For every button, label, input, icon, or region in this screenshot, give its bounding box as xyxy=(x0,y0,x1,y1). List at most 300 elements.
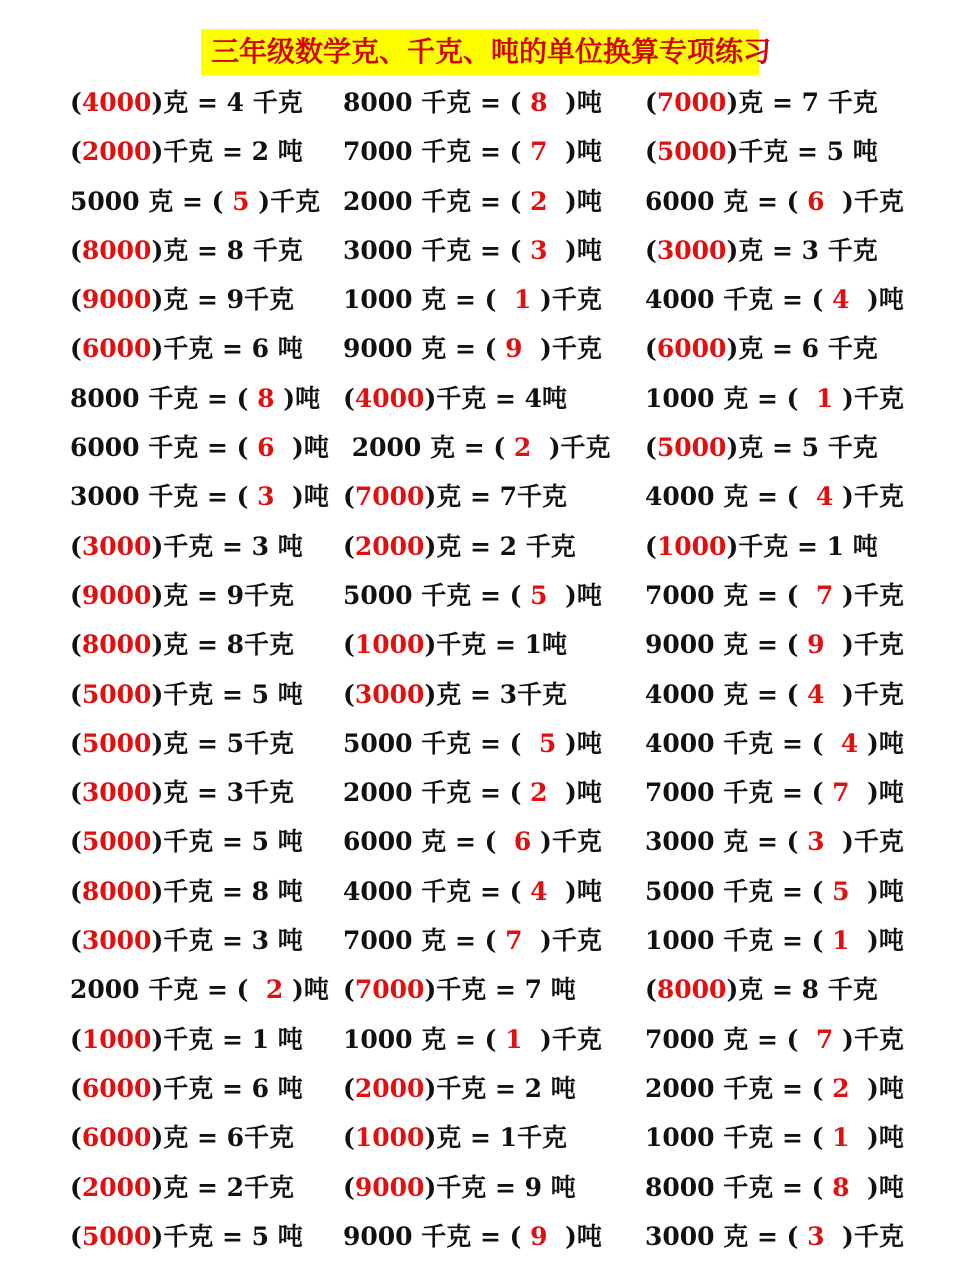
answer-value: 5000 xyxy=(81,728,152,758)
answer-value: 3000 xyxy=(81,531,152,561)
equation-text: ( xyxy=(70,1073,82,1103)
equation-text: )吨 xyxy=(274,433,329,463)
equation-text: )千克 xyxy=(833,1024,904,1054)
exercise-item xyxy=(343,670,567,719)
equation-text: ( xyxy=(70,728,82,758)
answer-value: 9000 xyxy=(81,285,152,315)
equation-text: 9000 千克 = ( xyxy=(343,1221,531,1251)
equation-text: )克 = 3千克 xyxy=(424,679,568,709)
equation-text: )千克 xyxy=(824,679,904,709)
equation-text: )吨 xyxy=(849,778,904,808)
equation-text: ( xyxy=(343,975,355,1005)
exercise-row xyxy=(0,522,960,571)
equation-text: )吨 xyxy=(547,1221,602,1251)
exercise-item xyxy=(343,1212,602,1261)
equation-text: ( xyxy=(645,88,657,117)
answer-value: 7000 xyxy=(656,88,727,117)
equation-text: ( xyxy=(70,531,82,561)
equation-text: ( xyxy=(70,1123,82,1153)
equation-text: )千克 = 8 吨 xyxy=(151,876,303,906)
equation-text: )吨 xyxy=(547,137,602,167)
exercise-item xyxy=(645,620,904,669)
exercise-item xyxy=(343,78,602,127)
exercise-item xyxy=(70,1015,303,1064)
exercise-row xyxy=(0,1064,960,1113)
exercise-item xyxy=(343,127,602,176)
equation-text: 1000 克 = ( xyxy=(343,285,514,315)
exercise-row xyxy=(0,571,960,620)
exercise-item xyxy=(645,127,878,176)
equation-text: )千克 xyxy=(833,482,904,512)
exercise-item xyxy=(645,719,904,768)
exercise-item xyxy=(343,177,602,226)
equation-text: ( xyxy=(343,531,355,561)
equation-text: ( xyxy=(70,334,82,364)
answer-value: 3 xyxy=(807,827,825,857)
answer-value: 5 xyxy=(530,580,548,610)
equation-text: )克 = 5千克 xyxy=(151,728,295,758)
exercise-row xyxy=(0,867,960,916)
exercise-item xyxy=(645,374,904,423)
exercise-item xyxy=(70,916,303,965)
answer-value: 7000 xyxy=(354,975,425,1005)
equation-text: 3000 千克 = ( xyxy=(343,235,531,265)
equation-text: )千克 xyxy=(522,1024,602,1054)
exercise-item xyxy=(343,768,602,817)
answer-value: 1 xyxy=(505,1024,523,1054)
exercise-item xyxy=(70,867,303,916)
exercise-row xyxy=(0,423,960,472)
equation-text: ( xyxy=(343,383,355,413)
answer-value: 4 xyxy=(530,876,548,906)
exercise-item xyxy=(343,1113,567,1162)
answer-value: 5 xyxy=(832,876,850,906)
answer-value: 7 xyxy=(505,926,523,956)
equation-text: 1000 克 = ( xyxy=(645,383,816,413)
exercise-item xyxy=(645,768,904,817)
answer-value: 5000 xyxy=(81,1221,152,1251)
exercise-item xyxy=(70,1064,303,1113)
exercise-item xyxy=(645,78,878,127)
exercise-grid xyxy=(0,78,960,1261)
equation-text: )千克 = 1 吨 xyxy=(726,531,878,561)
exercise-item xyxy=(70,620,294,669)
exercise-row xyxy=(0,226,960,275)
exercise-item xyxy=(70,177,320,226)
answer-value: 7 xyxy=(530,137,548,167)
equation-text: )吨 xyxy=(547,876,602,906)
equation-text: )吨 xyxy=(849,926,904,956)
answer-value: 6000 xyxy=(656,334,727,364)
equation-text: )吨 xyxy=(858,728,904,758)
exercise-item xyxy=(645,1015,904,1064)
equation-text: )克 = 3 千克 xyxy=(726,235,878,265)
exercise-item xyxy=(343,374,567,423)
equation-text: )吨 xyxy=(547,235,602,265)
exercise-item xyxy=(645,817,904,866)
answer-value: 1 xyxy=(815,383,834,413)
title-banner xyxy=(0,29,960,75)
exercise-item xyxy=(343,522,576,571)
equation-text: 8000 千克 = ( xyxy=(645,1172,833,1202)
answer-value: 3 xyxy=(257,482,275,512)
answer-value: 5 xyxy=(232,186,250,216)
answer-value: 7000 xyxy=(354,482,425,512)
equation-text: 4000 克 = ( xyxy=(645,482,816,512)
exercise-row xyxy=(0,768,960,817)
answer-value: 4000 xyxy=(354,383,425,413)
answer-value: 6 xyxy=(807,186,825,216)
equation-text: )千克 = 5 吨 xyxy=(151,679,303,709)
exercise-item xyxy=(645,965,878,1014)
exercise-item xyxy=(343,916,602,965)
exercise-item xyxy=(70,226,303,275)
exercise-item xyxy=(70,719,294,768)
equation-text: ( xyxy=(70,88,82,117)
answer-value: 5 xyxy=(538,728,557,758)
equation-text: 6000 千克 = ( xyxy=(70,433,258,463)
equation-text: ( xyxy=(70,1024,82,1054)
equation-text: 7000 克 = ( xyxy=(343,926,506,956)
equation-text: )吨 xyxy=(547,186,602,216)
equation-text: ( xyxy=(70,1172,82,1202)
equation-text: 1000 千克 = ( xyxy=(645,1123,833,1153)
answer-value: 4 xyxy=(807,679,825,709)
equation-text: )克 = 2千克 xyxy=(151,1172,295,1202)
exercise-item xyxy=(343,817,602,866)
exercise-row xyxy=(0,472,960,521)
equation-text: )千克 = 7 吨 xyxy=(424,975,576,1005)
equation-text: 5000 千克 = ( xyxy=(343,580,531,610)
answer-value: 2 xyxy=(513,433,532,463)
exercise-item xyxy=(343,1015,602,1064)
equation-text: )吨 xyxy=(849,1123,904,1153)
exercise-item xyxy=(70,768,294,817)
equation-text: )千克 = 3 吨 xyxy=(151,926,303,956)
exercise-item xyxy=(70,670,303,719)
equation-text: 5000 千克 = ( xyxy=(645,876,833,906)
exercise-item xyxy=(645,1163,904,1212)
equation-text: 5000 克 = ( xyxy=(70,186,233,216)
equation-text: ( xyxy=(645,137,657,167)
exercise-row xyxy=(0,817,960,866)
equation-text: ( xyxy=(70,235,82,265)
equation-text: )克 = 5 千克 xyxy=(726,433,878,463)
equation-text: ( xyxy=(645,531,657,561)
answer-value: 6000 xyxy=(81,334,152,364)
answer-value: 8 xyxy=(530,88,548,117)
answer-value: 5000 xyxy=(81,679,152,709)
equation-text: 3000 千克 = ( xyxy=(70,482,258,512)
equation-text: )吨 xyxy=(849,285,904,315)
exercise-item xyxy=(343,324,602,373)
page-title: 三年级数学克、千克、吨的单位换算专项练习 xyxy=(201,29,759,75)
equation-text: )千克 xyxy=(249,186,321,216)
answer-value: 2 xyxy=(832,1073,850,1103)
equation-text: 9000 克 = ( xyxy=(645,630,808,660)
equation-text: 4000 千克 = ( xyxy=(343,876,531,906)
exercise-item xyxy=(70,127,303,176)
equation-text: )千克 = 5 吨 xyxy=(151,827,303,857)
equation-text: )克 = 8千克 xyxy=(151,630,295,660)
equation-text: ( xyxy=(645,334,657,364)
equation-text: )千克 xyxy=(531,433,611,463)
exercise-item xyxy=(645,1064,904,1113)
equation-text: )吨 xyxy=(849,1172,904,1202)
exercise-item xyxy=(645,867,904,916)
equation-text: ( xyxy=(70,285,82,315)
equation-text: 2000 千克 = ( xyxy=(343,186,531,216)
equation-text: )千克 xyxy=(531,827,602,857)
equation-text: )千克 xyxy=(522,926,602,956)
answer-value: 4 xyxy=(832,285,850,315)
exercise-item xyxy=(645,472,904,521)
equation-text: ( xyxy=(70,926,82,956)
exercise-item xyxy=(343,1163,576,1212)
exercise-item xyxy=(343,1064,576,1113)
equation-text: ( xyxy=(70,876,82,906)
equation-text: )千克 = 5 吨 xyxy=(726,137,878,167)
equation-text: ( xyxy=(343,630,355,660)
answer-value: 6000 xyxy=(81,1073,152,1103)
equation-text: )千克 = 5 吨 xyxy=(151,1221,303,1251)
equation-text: 2000 克 = ( xyxy=(343,433,514,463)
equation-text: )吨 xyxy=(274,482,329,512)
equation-text: )克 = 7 千克 xyxy=(726,88,878,117)
equation-text: 4000 千克 = ( xyxy=(645,728,841,758)
answer-value: 6 xyxy=(513,827,532,857)
equation-text: 8000 千克 = ( xyxy=(343,88,531,117)
equation-text: 8000 千克 = ( xyxy=(70,383,258,413)
equation-text: 2000 千克 = ( xyxy=(343,778,531,808)
equation-text: 7000 千克 = ( xyxy=(645,778,833,808)
exercise-item xyxy=(70,275,294,324)
equation-text: )克 = 3千克 xyxy=(151,778,295,808)
equation-text: )千克 xyxy=(833,580,904,610)
answer-value: 8000 xyxy=(81,630,152,660)
equation-text: )吨 xyxy=(556,728,602,758)
answer-value: 2 xyxy=(530,186,548,216)
answer-value: 1000 xyxy=(354,1123,425,1153)
equation-text: )千克 xyxy=(824,1221,904,1251)
exercise-row xyxy=(0,1015,960,1064)
exercise-item xyxy=(343,571,602,620)
equation-text: )千克 = 9 吨 xyxy=(424,1172,576,1202)
answer-value: 3 xyxy=(530,235,548,265)
exercise-item xyxy=(645,1212,904,1261)
answer-value: 2000 xyxy=(354,531,425,561)
equation-text: ( xyxy=(70,580,82,610)
equation-text: )千克 xyxy=(522,334,602,364)
equation-text: 6000 克 = ( xyxy=(645,186,808,216)
answer-value: 9 xyxy=(530,1221,548,1251)
equation-text: ( xyxy=(70,1221,82,1251)
equation-text: )千克 xyxy=(824,186,904,216)
answer-value: 1 xyxy=(832,926,850,956)
equation-text: 2000 千克 = ( xyxy=(70,975,266,1005)
exercise-item xyxy=(645,423,878,472)
exercise-row xyxy=(0,127,960,176)
equation-text: ( xyxy=(343,482,355,512)
exercise-item xyxy=(645,571,904,620)
answer-value: 8000 xyxy=(81,876,152,906)
equation-text: )克 = 8 千克 xyxy=(151,235,303,265)
answer-value: 4 xyxy=(815,482,834,512)
exercise-item xyxy=(70,1113,294,1162)
equation-text: )克 = 9千克 xyxy=(151,285,295,315)
equation-text: 3000 克 = ( xyxy=(645,827,808,857)
answer-value: 8000 xyxy=(81,235,152,265)
exercise-row xyxy=(0,1163,960,1212)
equation-text: )千克 = 1 吨 xyxy=(151,1024,303,1054)
equation-text: ( xyxy=(70,679,82,709)
answer-value: 3 xyxy=(807,1221,825,1251)
exercise-row xyxy=(0,719,960,768)
equation-text: )克 = 6千克 xyxy=(151,1123,295,1153)
answer-value: 1000 xyxy=(656,531,727,561)
exercise-item xyxy=(645,522,878,571)
exercise-row xyxy=(0,965,960,1014)
answer-value: 2 xyxy=(265,975,284,1005)
equation-text: )克 = 6 千克 xyxy=(726,334,878,364)
exercise-item xyxy=(343,226,602,275)
answer-value: 2000 xyxy=(354,1073,425,1103)
answer-value: 5000 xyxy=(656,433,727,463)
equation-text: )克 = 1千克 xyxy=(424,1123,568,1153)
answer-value: 1 xyxy=(513,285,532,315)
equation-text: )克 = 7千克 xyxy=(424,482,568,512)
exercise-item xyxy=(70,78,303,127)
answer-value: 2 xyxy=(530,778,548,808)
equation-text: )克 = 4 千克 xyxy=(151,88,303,117)
exercise-item xyxy=(70,472,329,521)
equation-text: )吨 xyxy=(274,383,321,413)
equation-text: 7000 千克 = ( xyxy=(343,137,531,167)
answer-value: 3000 xyxy=(656,235,727,265)
equation-text: ( xyxy=(343,1123,355,1153)
equation-text: ( xyxy=(343,1073,355,1103)
exercise-item xyxy=(343,423,611,472)
exercise-row xyxy=(0,177,960,226)
exercise-row xyxy=(0,620,960,669)
exercise-item xyxy=(343,719,602,768)
exercise-row xyxy=(0,374,960,423)
equation-text: 1000 千克 = ( xyxy=(645,926,833,956)
exercise-item xyxy=(645,916,904,965)
equation-text: 4000 千克 = ( xyxy=(645,285,833,315)
exercise-item xyxy=(70,324,303,373)
equation-text: ( xyxy=(343,1172,355,1202)
equation-text: )吨 xyxy=(547,580,602,610)
equation-text: )千克 = 6 吨 xyxy=(151,1073,303,1103)
equation-text: 7000 克 = ( xyxy=(645,580,816,610)
equation-text: )千克 xyxy=(824,630,904,660)
equation-text: ( xyxy=(645,235,657,265)
answer-value: 1000 xyxy=(354,630,425,660)
answer-value: 9000 xyxy=(354,1172,425,1202)
exercise-item xyxy=(645,226,878,275)
answer-value: 9 xyxy=(505,334,523,364)
equation-text: )吨 xyxy=(849,1073,904,1103)
equation-text: 9000 克 = ( xyxy=(343,334,506,364)
equation-text: )千克 = 6 吨 xyxy=(151,334,303,364)
equation-text: )克 = 2 千克 xyxy=(424,531,576,561)
equation-text: 5000 千克 = ( xyxy=(343,728,539,758)
answer-value: 1 xyxy=(832,1123,850,1153)
exercise-row xyxy=(0,1113,960,1162)
exercise-item xyxy=(70,817,303,866)
equation-text: ( xyxy=(70,137,82,167)
answer-value: 8 xyxy=(257,383,275,413)
exercise-item xyxy=(645,670,904,719)
equation-text: )千克 = 3 吨 xyxy=(151,531,303,561)
exercise-row xyxy=(0,1212,960,1261)
answer-value: 7 xyxy=(832,778,850,808)
equation-text: )吨 xyxy=(547,88,602,117)
equation-text: ( xyxy=(343,679,355,709)
exercise-item xyxy=(70,423,329,472)
equation-text: ( xyxy=(70,827,82,857)
equation-text: )吨 xyxy=(547,778,602,808)
exercise-item xyxy=(70,374,320,423)
equation-text: ( xyxy=(645,975,657,1005)
exercise-row xyxy=(0,324,960,373)
equation-text: )千克 = 2 吨 xyxy=(151,137,303,167)
equation-text: )吨 xyxy=(283,975,329,1005)
equation-text: )千克 xyxy=(824,827,904,857)
answer-value: 3000 xyxy=(354,679,425,709)
exercise-item xyxy=(645,324,878,373)
equation-text: 7000 克 = ( xyxy=(645,1024,816,1054)
exercise-item xyxy=(70,965,329,1014)
exercise-item xyxy=(343,472,567,521)
equation-text: 4000 克 = ( xyxy=(645,679,808,709)
exercise-row xyxy=(0,916,960,965)
equation-text: )千克 = 4吨 xyxy=(424,383,568,413)
answer-value: 7 xyxy=(815,580,834,610)
answer-value: 9000 xyxy=(81,580,152,610)
exercise-item xyxy=(645,177,904,226)
answer-value: 3000 xyxy=(81,926,152,956)
exercise-item xyxy=(343,965,576,1014)
answer-value: 9 xyxy=(807,630,825,660)
exercise-row xyxy=(0,275,960,324)
equation-text: 6000 克 = ( xyxy=(343,827,514,857)
equation-text: )千克 xyxy=(833,383,904,413)
exercise-item xyxy=(343,620,567,669)
exercise-item xyxy=(70,1163,294,1212)
equation-text: )吨 xyxy=(849,876,904,906)
answer-value: 7 xyxy=(815,1024,834,1054)
equation-text: )千克 = 1吨 xyxy=(424,630,568,660)
equation-text: ( xyxy=(70,630,82,660)
exercise-item xyxy=(343,275,602,324)
equation-text: ( xyxy=(70,778,82,808)
answer-value: 4 xyxy=(840,728,859,758)
exercise-item xyxy=(70,1212,303,1261)
answer-value: 5000 xyxy=(656,137,727,167)
exercise-item xyxy=(70,571,294,620)
answer-value: 2000 xyxy=(81,137,152,167)
exercise-item xyxy=(645,275,904,324)
equation-text: )千克 = 2 吨 xyxy=(424,1073,576,1103)
answer-value: 8000 xyxy=(656,975,727,1005)
answer-value: 2000 xyxy=(81,1172,152,1202)
answer-value: 6000 xyxy=(81,1123,152,1153)
exercise-item xyxy=(645,1113,904,1162)
exercise-item xyxy=(70,522,303,571)
answer-value: 5000 xyxy=(81,827,152,857)
